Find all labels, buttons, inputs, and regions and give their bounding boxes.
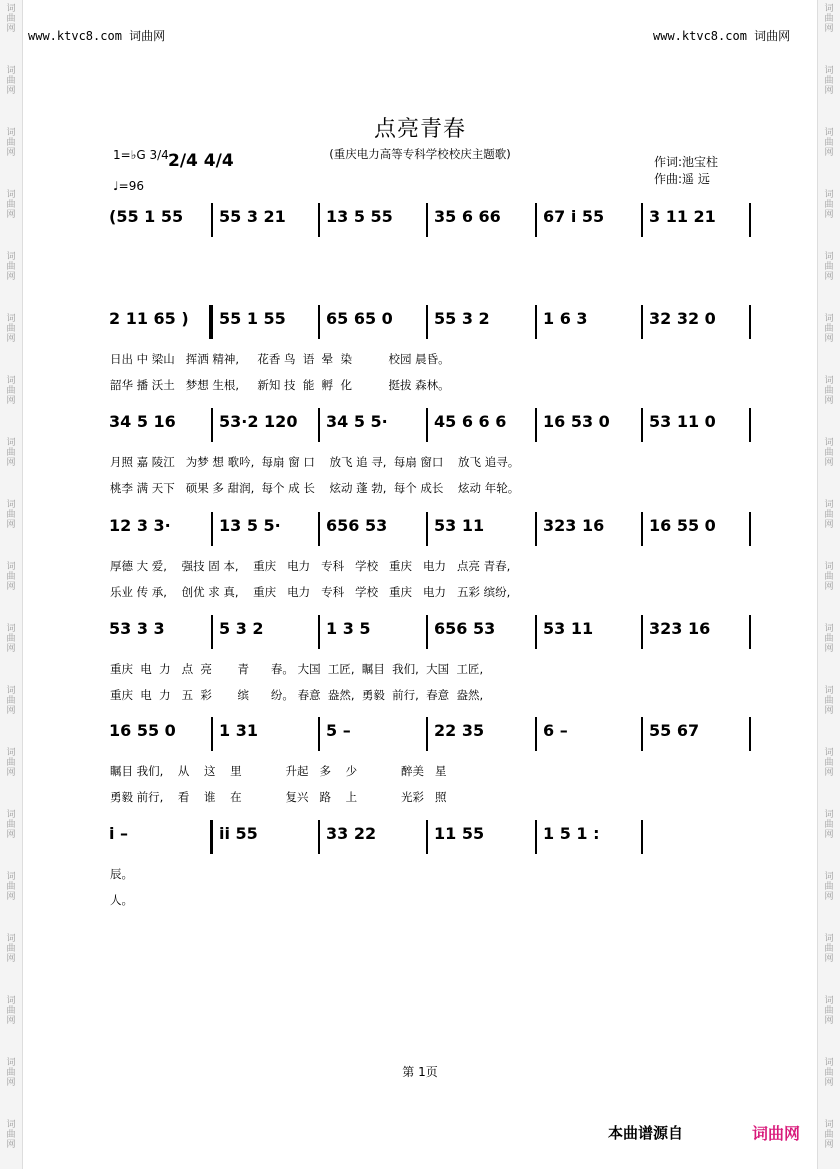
measure-notes: 53 11	[543, 619, 594, 638]
measure-notes: 11 55	[434, 824, 485, 843]
watermark-text: 词曲网	[824, 686, 834, 716]
bar-line	[211, 203, 213, 237]
watermark-text: 词曲网	[6, 314, 16, 344]
watermark-text: 词曲网	[6, 4, 16, 34]
lyric-line: 勇毅 前行, 看 谁 在 复兴 路 上 光彩 照	[110, 790, 447, 804]
watermark-text: 词曲网	[824, 562, 834, 592]
measure-notes: 1 31	[219, 721, 258, 740]
measure-notes: 2 11 65 )	[109, 309, 189, 328]
lyric-line: 桃李 满 天下 硕果 多 甜润, 每个 成 长 炫动 蓬 勃, 每个 成长 炫动 年轮。	[110, 481, 520, 495]
bar-line	[211, 512, 213, 546]
measure-notes: 55 3 21	[219, 207, 286, 226]
source-label: 本曲谱源自	[608, 1124, 684, 1142]
measure-notes: 53 11	[434, 516, 485, 535]
bar-line	[749, 408, 751, 442]
measure-notes: 67 i 55	[543, 207, 605, 226]
bar-line	[749, 615, 751, 649]
time-signature: 2/4 4/4	[168, 151, 234, 171]
measure-notes: 16 55 0	[649, 516, 716, 535]
measure-notes: 65 65 0	[326, 309, 393, 328]
bar-line	[641, 512, 643, 546]
song-subtitle: (重庆电力高等专科学校校庆主题歌)	[329, 147, 511, 161]
measure-notes: 45 6 6 6	[434, 412, 507, 431]
watermark-text: 词曲网	[6, 1120, 16, 1150]
bar-line	[641, 717, 643, 751]
measure-notes: 22 35	[434, 721, 485, 740]
bar-line	[318, 615, 320, 649]
lyric-line: 辰。	[110, 867, 133, 881]
lyric-line: 月照 嘉 陵江 为梦 想 歌吟, 每扇 窗 口 放飞 追 寻, 每扇 窗口 放飞 追寻。	[110, 455, 520, 469]
bar-line	[426, 408, 428, 442]
key-signature: 1=♭G 3/4	[113, 148, 169, 162]
lyric-line: 日出 中 梁山 挥洒 精神, 花香 鸟 语 晕 染 校园 晨昏。	[110, 352, 450, 366]
bar-line	[426, 203, 428, 237]
watermark-text: 词曲网	[6, 624, 16, 654]
watermark-text: 词曲网	[824, 748, 834, 778]
bar-line	[535, 408, 537, 442]
bar-line	[535, 820, 537, 854]
watermark-text: 词曲网	[824, 500, 834, 530]
bar-line	[211, 408, 213, 442]
lyricist-credit: 作词:池宝柱	[654, 155, 719, 169]
measure-notes: 5 –	[326, 721, 351, 740]
measure-notes: 32 32 0	[649, 309, 716, 328]
watermark-text: 词曲网	[824, 872, 834, 902]
watermark-text: 词曲网	[824, 934, 834, 964]
lyric-line: 瞩目 我们, 从 这 里 升起 多 少 醉美 星	[110, 764, 447, 778]
bar-line	[641, 615, 643, 649]
measure-notes: 13 5 5·	[219, 516, 281, 535]
lyric-line: 韶华 播 沃土 梦想 生根, 新知 技 能 孵 化 挺拔 森林。	[110, 378, 450, 392]
watermark-text: 词曲网	[824, 1120, 834, 1150]
lyric-line: 乐业 传 承, 创优 求 真, 重庆 电力 专科 学校 重庆 电力 五彩 缤纷,	[110, 585, 511, 599]
measure-notes: 3 11 21	[649, 207, 716, 226]
watermark-text: 词曲网	[824, 624, 834, 654]
measure-notes: 1 6 3	[543, 309, 588, 328]
watermark-text: 词曲网	[824, 376, 834, 406]
site-logo[interactable]: 词曲网	[752, 1124, 801, 1143]
bar-line	[641, 820, 643, 854]
measure-notes: 1 5 1 :	[543, 824, 600, 843]
watermark-text: 词曲网	[6, 748, 16, 778]
watermark-text: 词曲网	[6, 500, 16, 530]
measure-notes: 55 1 55	[219, 309, 286, 328]
bar-line	[749, 203, 751, 237]
bar-line	[749, 305, 751, 339]
watermark-text: 词曲网	[824, 1058, 834, 1088]
repeat-bar	[210, 820, 213, 854]
measure-notes: 656 53	[326, 516, 388, 535]
watermark-text: 词曲网	[6, 376, 16, 406]
bar-line	[641, 305, 643, 339]
measure-notes: 1 3 5	[326, 619, 371, 638]
bar-line	[535, 717, 537, 751]
bar-line	[535, 512, 537, 546]
watermark-text: 词曲网	[6, 562, 16, 592]
measure-notes: 656 53	[434, 619, 496, 638]
bar-line	[641, 408, 643, 442]
measure-notes: 13 5 55	[326, 207, 393, 226]
bar-line	[749, 717, 751, 751]
measure-notes: 323 16	[543, 516, 605, 535]
bar-line	[318, 717, 320, 751]
measure-notes: 16 53 0	[543, 412, 610, 431]
watermark-text: 词曲网	[6, 66, 16, 96]
watermark-text: 词曲网	[6, 190, 16, 220]
bar-line	[426, 717, 428, 751]
measure-notes: 33 22	[326, 824, 377, 843]
watermark-text: 词曲网	[6, 1058, 16, 1088]
measure-notes: 5 3 2	[219, 619, 264, 638]
watermark-text: 词曲网	[6, 872, 16, 902]
watermark-text: 词曲网	[824, 252, 834, 282]
site-url-right[interactable]: www.ktvc8.com 词曲网	[653, 29, 791, 43]
measure-notes: 34 5 5·	[326, 412, 388, 431]
watermark-text: 词曲网	[824, 190, 834, 220]
bar-line	[749, 512, 751, 546]
watermark-text: 词曲网	[6, 128, 16, 158]
bar-line	[641, 203, 643, 237]
bar-line	[318, 408, 320, 442]
lyric-line: 人。	[110, 893, 133, 907]
watermark-text: 词曲网	[6, 438, 16, 468]
bar-line	[426, 615, 428, 649]
watermark-text: 词曲网	[824, 128, 834, 158]
measure-notes: (55 1 55	[109, 207, 184, 226]
watermark-text: 词曲网	[6, 686, 16, 716]
repeat-bar	[209, 305, 212, 339]
measure-notes: 55 67	[649, 721, 700, 740]
bar-line	[318, 512, 320, 546]
watermark-text: 词曲网	[824, 996, 834, 1026]
measure-notes: 16 55 0	[109, 721, 176, 740]
measure-notes: 53 3 3	[109, 619, 165, 638]
left-watermark-strip	[0, 0, 23, 1169]
watermark-text: 词曲网	[824, 810, 834, 840]
measure-notes: 6 –	[543, 721, 568, 740]
watermark-text: 词曲网	[824, 314, 834, 344]
bar-line	[211, 717, 213, 751]
watermark-text: 词曲网	[824, 66, 834, 96]
watermark-text: 词曲网	[6, 810, 16, 840]
watermark-text: 词曲网	[6, 996, 16, 1026]
watermark-text: 词曲网	[824, 4, 834, 34]
site-url-left[interactable]: www.ktvc8.com 词曲网	[28, 29, 166, 43]
bar-line	[535, 203, 537, 237]
measure-notes: ii 55	[219, 824, 258, 843]
measure-notes: 35 6 66	[434, 207, 501, 226]
measure-notes: 55 3 2	[434, 309, 490, 328]
bar-line	[535, 615, 537, 649]
watermark-text: 词曲网	[6, 934, 16, 964]
tempo-marking: ♩=96	[113, 179, 144, 193]
bar-line	[318, 820, 320, 854]
watermark-text: 词曲网	[6, 252, 16, 282]
bar-line	[318, 203, 320, 237]
measure-notes: 53 11 0	[649, 412, 716, 431]
measure-notes: 53·2 120	[219, 412, 298, 431]
lyric-line: 重庆 电 力 点 亮 青 春。 大国 工匠, 瞩目 我们, 大国 工匠,	[110, 662, 484, 676]
song-title: 点亮青春	[373, 117, 466, 142]
bar-line	[211, 615, 213, 649]
right-watermark-strip	[817, 0, 840, 1169]
bar-line	[426, 512, 428, 546]
measure-notes: 12 3 3·	[109, 516, 171, 535]
measure-notes: i –	[109, 824, 129, 843]
bar-line	[318, 305, 320, 339]
lyric-line: 重庆 电 力 五 彩 缤 纷。 春意 盎然, 勇毅 前行, 春意 盎然,	[110, 688, 484, 702]
page-number: 第 1页	[402, 1065, 438, 1079]
watermark-text: 词曲网	[824, 438, 834, 468]
measure-notes: 323 16	[649, 619, 711, 638]
bar-line	[426, 820, 428, 854]
composer-credit: 作曲:遥 远	[654, 172, 710, 186]
bar-line	[535, 305, 537, 339]
bar-line	[426, 305, 428, 339]
measure-notes: 34 5 16	[109, 412, 176, 431]
lyric-line: 厚德 大 爱, 强技 固 本, 重庆 电力 专科 学校 重庆 电力 点亮 青春,	[110, 559, 511, 573]
